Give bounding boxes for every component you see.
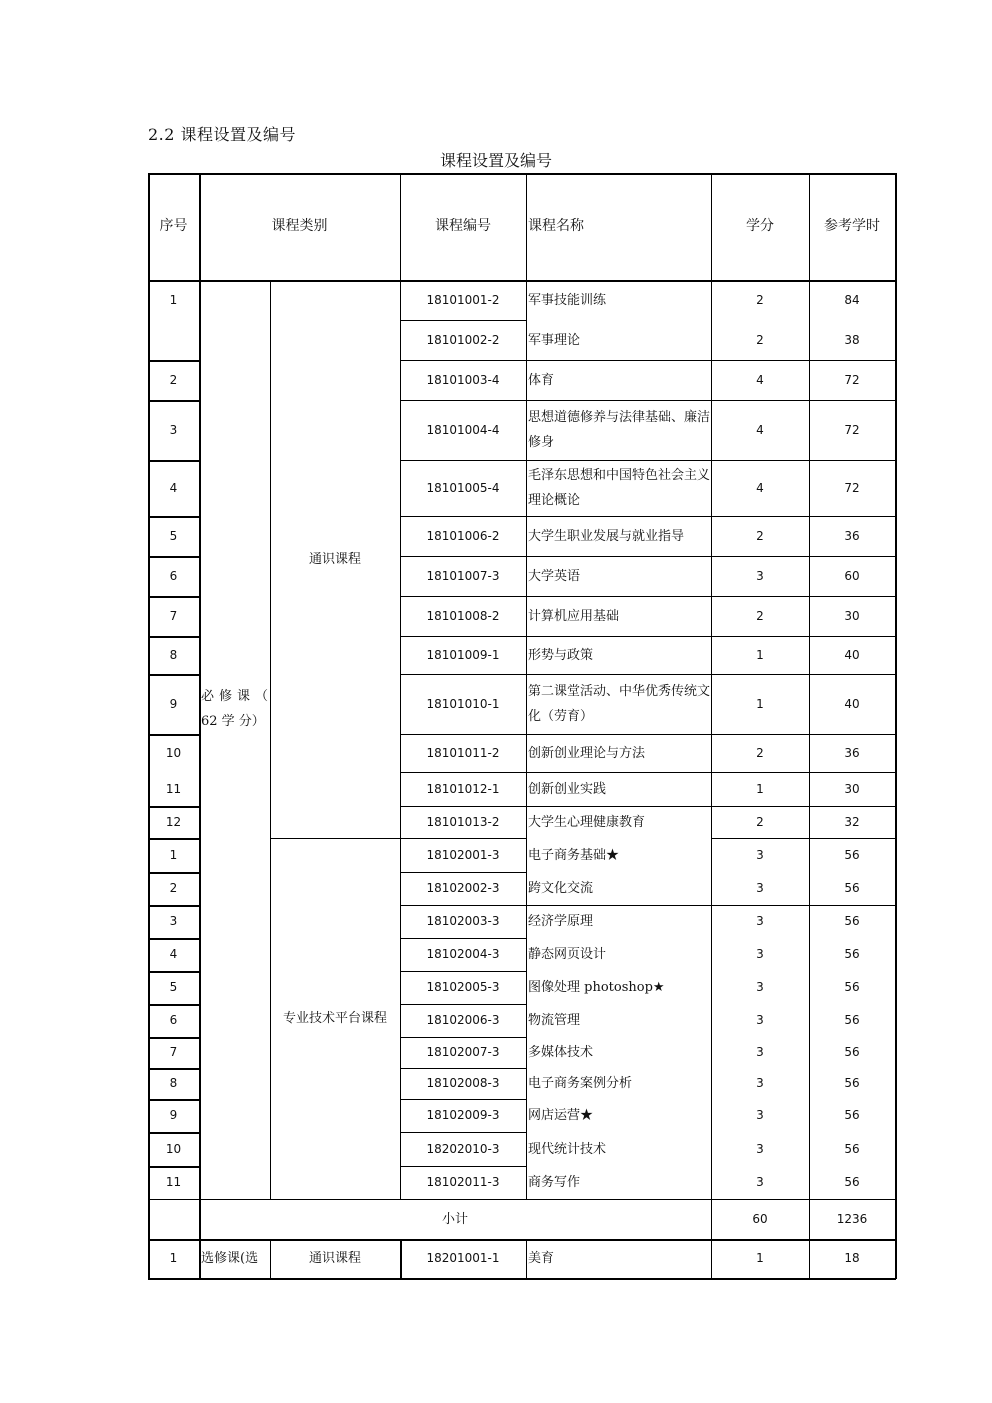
table-rule xyxy=(148,360,200,362)
row-seq: 4 xyxy=(169,947,178,961)
course-credits: 4 xyxy=(756,422,764,437)
table-rule xyxy=(148,1037,200,1039)
table-rule xyxy=(148,596,200,598)
table-rule xyxy=(400,806,527,807)
header-code: 课程编号 xyxy=(435,218,491,234)
table-rule xyxy=(711,556,896,557)
course-credits: 2 xyxy=(756,528,764,543)
course-credits: 3 xyxy=(756,947,764,961)
course-name: 大学英语 xyxy=(528,568,581,584)
table-rule xyxy=(526,674,712,675)
table-rule xyxy=(400,636,527,637)
table-rule xyxy=(400,320,527,321)
course-code: 18101009-1 xyxy=(426,647,500,662)
table-rule xyxy=(148,636,200,638)
row-seq: 2 xyxy=(169,881,178,895)
row-seq: 8 xyxy=(169,1076,178,1090)
table-rule xyxy=(526,806,712,807)
course-name: 经济学原理 xyxy=(528,914,594,929)
table-rule xyxy=(199,173,201,1279)
table-rule xyxy=(400,674,527,675)
table-rule xyxy=(711,360,896,361)
course-hours: 30 xyxy=(844,781,860,796)
course-hours: 60 xyxy=(844,568,860,583)
course-code: 18102006-3 xyxy=(426,1013,500,1027)
table-rule xyxy=(400,460,527,461)
table-rule xyxy=(148,460,200,462)
table-rule xyxy=(148,838,200,840)
course-name: 静态网页设计 xyxy=(528,947,607,962)
table-rule xyxy=(148,516,200,518)
table-rule xyxy=(526,596,712,597)
table-rule xyxy=(711,460,896,461)
course-name: 电子商务案例分析 xyxy=(528,1076,633,1091)
course-name: 体育 xyxy=(528,372,555,388)
table-rule xyxy=(148,173,150,1279)
course-code: 18102001-3 xyxy=(426,847,500,862)
category-elective-general: 通识课程 xyxy=(308,1251,361,1266)
course-hours: 56 xyxy=(844,847,860,862)
table-rule xyxy=(711,734,896,735)
course-credits: 3 xyxy=(756,1076,764,1090)
course-hours: 72 xyxy=(844,422,860,437)
table-rule xyxy=(526,556,712,557)
table-rule xyxy=(526,905,712,906)
category-general: 通识课程 xyxy=(308,551,361,567)
course-code: 18101007-3 xyxy=(426,568,500,583)
course-credits: 3 xyxy=(756,847,764,862)
course-name: 形势与政策 xyxy=(528,647,594,663)
course-code: 18101004-4 xyxy=(426,422,500,437)
table-rule xyxy=(270,838,401,839)
table-rule xyxy=(148,1239,896,1241)
course-code: 18101003-4 xyxy=(426,372,500,387)
table-rule xyxy=(711,596,896,597)
course-code: 18102007-3 xyxy=(426,1045,500,1059)
course-name: 物流管理 xyxy=(528,1013,581,1028)
course-code: 18101002-2 xyxy=(426,332,500,347)
course-name: 多媒体技术 xyxy=(528,1045,594,1060)
course-credits: 3 xyxy=(756,881,764,895)
table-rule xyxy=(400,1132,527,1133)
table-rule xyxy=(148,872,200,874)
row-seq: 11 xyxy=(165,781,182,796)
row-seq: 7 xyxy=(169,1045,178,1059)
course-credits: 2 xyxy=(756,332,764,347)
course-credits: 2 xyxy=(756,608,764,623)
row-seq: 6 xyxy=(169,1013,178,1027)
row-seq: 4 xyxy=(169,480,178,495)
table-rule xyxy=(711,806,896,807)
course-hours: 32 xyxy=(844,814,860,829)
header-category: 课程类别 xyxy=(271,218,328,234)
table-rule xyxy=(711,838,896,839)
course-code: 18101006-2 xyxy=(426,528,500,543)
row-seq: 8 xyxy=(169,647,178,662)
table-rule xyxy=(148,1199,896,1200)
table-rule xyxy=(400,772,527,773)
course-credits: 1 xyxy=(756,781,764,796)
course-code: 18102005-3 xyxy=(426,980,500,994)
table-rule xyxy=(526,360,712,361)
section-heading: 2.2 课程设置及编号 xyxy=(148,125,297,144)
table-rule xyxy=(148,400,200,402)
table-rule xyxy=(400,938,527,939)
course-hours: 30 xyxy=(844,608,860,623)
course-hours: 56 xyxy=(844,980,860,994)
row-seq: 10 xyxy=(165,1141,182,1156)
course-credits: 2 xyxy=(756,745,764,760)
elective-name: 美育 xyxy=(528,1251,555,1266)
table-rule xyxy=(148,556,200,558)
course-credits: 2 xyxy=(756,814,764,829)
row-seq: 5 xyxy=(169,528,178,543)
course-name: 图像处理 photoshop★ xyxy=(528,980,665,995)
table-rule xyxy=(711,636,896,637)
table-rule xyxy=(148,971,200,973)
course-hours: 40 xyxy=(844,647,860,662)
table-rule xyxy=(400,1068,527,1069)
table-rule xyxy=(400,905,527,906)
table-rule xyxy=(711,674,896,675)
category-platform: 专业技术平台课程 xyxy=(282,1011,387,1026)
course-name: 跨文化交流 xyxy=(528,881,594,896)
row-seq: 9 xyxy=(169,696,178,711)
course-code: 18101011-2 xyxy=(426,745,500,760)
subtotal-label: 小计 xyxy=(441,1211,468,1227)
table-rule xyxy=(148,1166,200,1168)
course-code: 18102011-3 xyxy=(426,1175,500,1189)
table-rule xyxy=(148,1278,896,1280)
row-seq: 7 xyxy=(169,608,178,623)
course-name: 思想道德修养与法律基础、廉洁修身 xyxy=(528,410,711,450)
row-seq: 12 xyxy=(165,814,182,829)
course-credits: 3 xyxy=(756,1013,764,1027)
row-seq: 1 xyxy=(169,292,178,307)
course-hours: 56 xyxy=(844,881,860,895)
table-rule xyxy=(148,280,896,282)
row-seq: 5 xyxy=(169,980,178,994)
table-rule xyxy=(400,734,527,735)
course-code: 18102004-3 xyxy=(426,947,500,961)
row-seq xyxy=(148,320,199,360)
table-rule xyxy=(400,1037,527,1038)
table-rule xyxy=(711,400,896,401)
header-hours: 参考学时 xyxy=(824,218,880,234)
course-credits: 3 xyxy=(756,1108,764,1122)
table-rule xyxy=(526,1239,527,1279)
table-caption: 课程设置及编号 xyxy=(439,151,552,170)
table-rule xyxy=(526,772,712,773)
category-required: 必 修 课 （ 62 学 分） xyxy=(201,689,268,729)
course-credits: 1 xyxy=(756,696,764,711)
subtotal-credits: 60 xyxy=(752,1211,768,1226)
table-rule xyxy=(400,971,527,972)
course-hours: 56 xyxy=(844,1175,860,1189)
course-code: 18102008-3 xyxy=(426,1076,500,1090)
table-rule xyxy=(148,674,200,676)
course-name: 现代统计技术 xyxy=(528,1141,607,1157)
subtotal-hours: 1236 xyxy=(836,1211,868,1226)
row-seq: 3 xyxy=(169,422,178,437)
table-rule xyxy=(148,1099,200,1101)
table-rule xyxy=(526,460,712,461)
course-name: 第二课堂活动、中华优秀传统文化（劳育） xyxy=(528,684,711,724)
row-seq: 3 xyxy=(169,914,178,928)
elective-code: 18201001-1 xyxy=(426,1251,500,1265)
table-rule xyxy=(148,734,200,736)
course-hours: 56 xyxy=(844,1045,860,1059)
course-credits: 2 xyxy=(756,292,764,307)
course-hours: 56 xyxy=(844,1076,860,1090)
table-rule xyxy=(400,556,527,557)
table-rule xyxy=(270,280,271,1200)
course-code: 18101001-2 xyxy=(426,292,500,307)
table-rule xyxy=(400,1239,402,1279)
course-name: 大学生职业发展与就业指导 xyxy=(528,528,685,544)
course-credits: 4 xyxy=(756,372,764,387)
table-rule xyxy=(148,173,896,175)
table-rule xyxy=(148,1004,200,1006)
course-credits: 3 xyxy=(756,1141,764,1156)
row-seq: 6 xyxy=(169,568,178,583)
table-rule xyxy=(711,173,712,1279)
table-rule xyxy=(400,596,527,597)
course-hours: 72 xyxy=(844,372,860,387)
course-credits: 3 xyxy=(756,980,764,994)
course-code: 18102002-3 xyxy=(426,881,500,895)
table-rule xyxy=(711,905,896,906)
course-name: 创新创业实践 xyxy=(528,781,607,797)
course-code: 18202010-3 xyxy=(426,1141,500,1156)
course-code: 18101012-1 xyxy=(426,781,500,796)
table-rule xyxy=(526,636,712,637)
course-hours: 56 xyxy=(844,1141,860,1156)
table-rule xyxy=(711,772,896,773)
table-rule xyxy=(400,838,527,839)
course-hours: 40 xyxy=(844,696,860,711)
table-rule xyxy=(526,516,712,517)
course-name: 军事技能训练 xyxy=(528,292,607,308)
course-name: 网店运营★ xyxy=(528,1108,594,1123)
table-rule xyxy=(400,1099,527,1100)
table-rule xyxy=(400,872,527,873)
course-code: 18102009-3 xyxy=(426,1108,500,1122)
table-rule xyxy=(895,173,897,1279)
elective-credits: 1 xyxy=(756,1251,764,1265)
course-hours: 84 xyxy=(844,292,860,307)
course-name: 毛泽东思想和中国特色社会主义理论概论 xyxy=(528,468,711,508)
course-name: 大学生心理健康教育 xyxy=(528,814,646,830)
course-credits: 3 xyxy=(756,914,764,928)
table-rule xyxy=(148,806,200,808)
row-seq: 2 xyxy=(169,372,178,387)
table-rule xyxy=(270,1239,271,1279)
course-credits: 4 xyxy=(756,480,764,495)
elective-seq: 1 xyxy=(169,1251,178,1265)
table-rule xyxy=(400,516,527,517)
row-seq: 1 xyxy=(169,847,178,862)
course-name: 创新创业理论与方法 xyxy=(528,745,646,761)
table-rule xyxy=(400,1166,527,1167)
course-hours: 36 xyxy=(844,528,860,543)
course-credits: 3 xyxy=(756,568,764,583)
course-hours: 72 xyxy=(844,480,860,495)
course-hours: 56 xyxy=(844,914,860,928)
header-name: 课程名称 xyxy=(528,218,584,234)
row-seq: 11 xyxy=(165,1175,182,1189)
table-rule xyxy=(526,400,712,401)
course-credits: 1 xyxy=(756,647,764,662)
course-hours: 56 xyxy=(844,1108,860,1122)
course-hours: 56 xyxy=(844,1013,860,1027)
course-credits: 3 xyxy=(756,1045,764,1059)
course-hours: 36 xyxy=(844,745,860,760)
course-name: 计算机应用基础 xyxy=(528,608,620,624)
header-credits: 学分 xyxy=(746,218,774,234)
table-rule xyxy=(400,173,401,1200)
course-code: 18102003-3 xyxy=(426,914,500,928)
course-code: 18101010-1 xyxy=(426,696,500,711)
course-hours: 38 xyxy=(844,332,860,347)
table-rule xyxy=(400,360,527,361)
table-rule xyxy=(148,905,200,907)
course-hours: 56 xyxy=(844,947,860,961)
table-rule xyxy=(148,1132,200,1134)
course-code: 18101013-2 xyxy=(426,814,500,829)
course-name: 电子商务基础★ xyxy=(528,847,620,863)
course-code: 18101005-4 xyxy=(426,480,500,495)
table-rule xyxy=(711,516,896,517)
table-rule xyxy=(809,173,810,1279)
course-code: 18101008-2 xyxy=(426,608,500,623)
header-seq: 序号 xyxy=(159,218,188,234)
row-seq: 10 xyxy=(165,745,182,760)
row-seq: 9 xyxy=(169,1108,178,1122)
table-rule xyxy=(148,938,200,940)
table-rule xyxy=(400,400,527,401)
table-rule xyxy=(400,1004,527,1005)
category-elective: 选修课(选 xyxy=(201,1251,259,1266)
course-name: 商务写作 xyxy=(528,1175,581,1190)
course-credits: 3 xyxy=(756,1175,764,1189)
table-rule xyxy=(148,1068,200,1070)
table-rule xyxy=(526,173,527,1200)
table-rule xyxy=(526,734,712,735)
elective-hours: 18 xyxy=(844,1251,860,1265)
course-name: 军事理论 xyxy=(528,332,581,348)
